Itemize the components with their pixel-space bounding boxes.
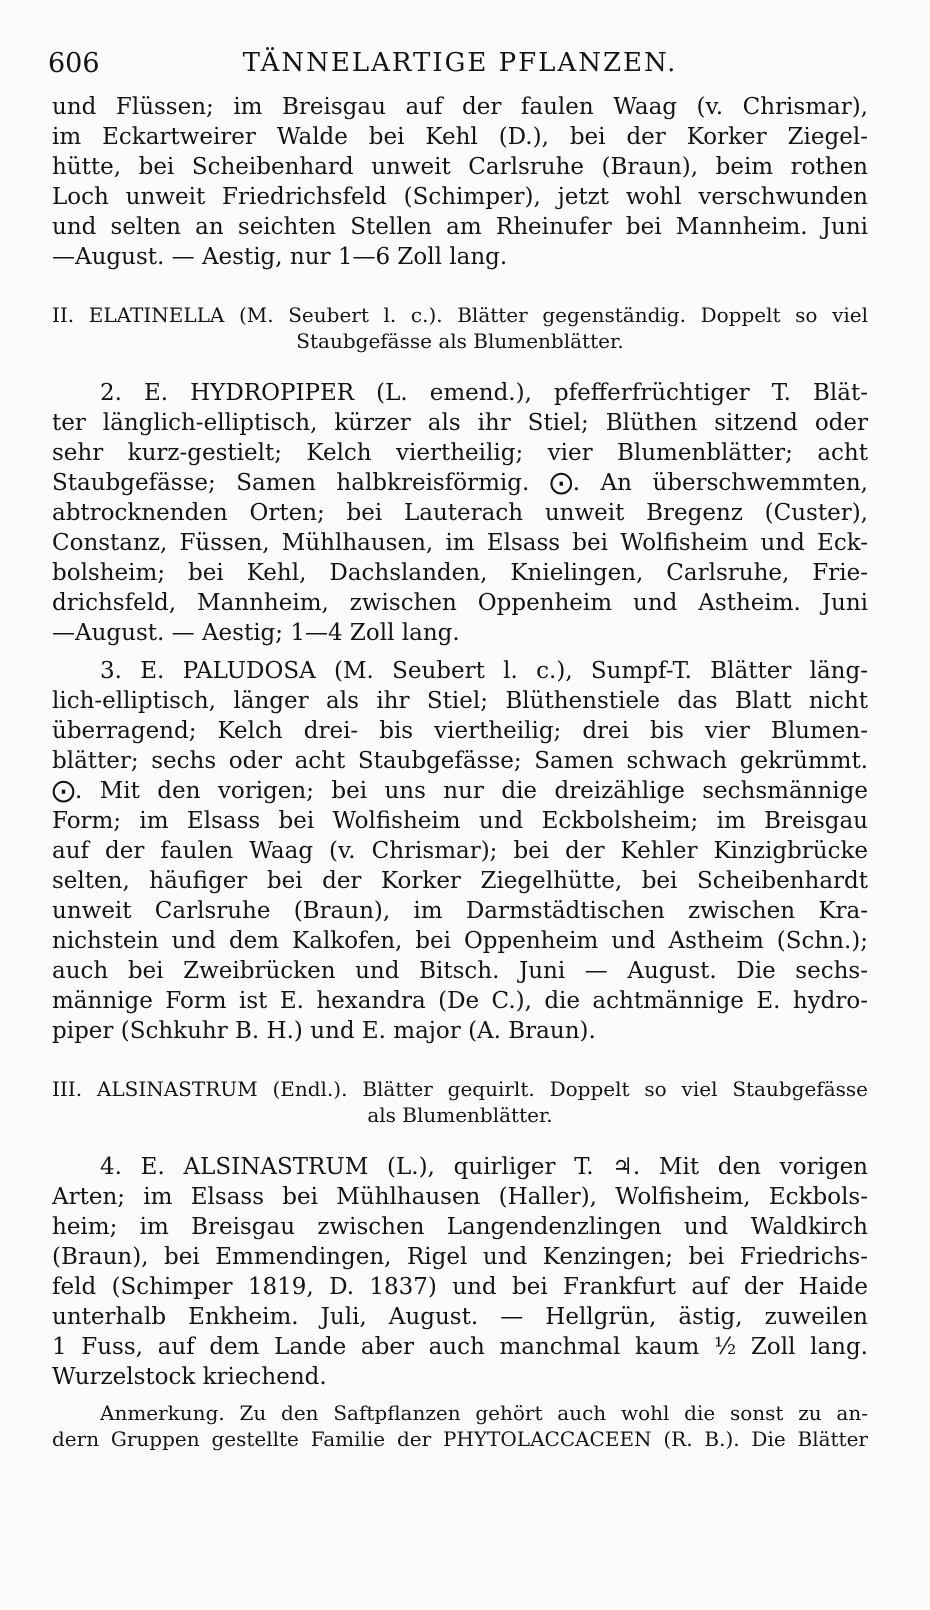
text-line: nichstein und dem Kalkofen, bei Oppenheim und Astheim (Schn.);	[52, 928, 868, 954]
text-line: (Braun), bei Emmendingen, Rigel und Kenzingen; bei Friedrichs-	[52, 1244, 868, 1270]
text-line: Loch unweit Friedrichsfeld (Schimper), jetzt wohl verschwunden	[52, 184, 868, 210]
text-line: 2. E. HYDROPIPER (L. emend.), pfefferfrüchtiger T. Blät-	[100, 380, 868, 406]
text-line: lich-elliptisch, länger als ihr Stiel; Blüthenstiele das Blatt nicht	[52, 688, 868, 714]
text-line: III. ALSINASTRUM (Endl.). Blätter gequirlt. Doppelt so viel Staubgefässe	[52, 1077, 868, 1101]
running-title: TÄNNELARTIGE PFLANZEN.	[242, 48, 678, 78]
text-line: Wurzelstock kriechend.	[52, 1364, 327, 1390]
text-line: Staubgefässe; Samen halbkreisförmig. ⨀. An überschwemmten,	[52, 470, 868, 496]
book-page	[48, 48, 868, 1452]
text-line: Arten; im Elsass bei Mühlhausen (Haller), Wolfisheim, Eckbols-	[52, 1184, 868, 1210]
text-line: Staubgefässe als Blumenblätter.	[296, 329, 624, 353]
text-line: auch bei Zweibrücken und Bitsch. Juni — August. Die sechs-	[52, 958, 868, 984]
text-line: —August. — Aestig, nur 1—6 Zoll lang.	[52, 244, 508, 270]
text-line: als Blumenblätter.	[367, 1103, 553, 1127]
text-line: abtrocknenden Orten; bei Lauterach unweit Bregenz (Custer),	[52, 500, 868, 526]
text-line: auf der faulen Waag (v. Chrismar); bei der Kehler Kinzigbrücke	[52, 838, 868, 864]
text-line: unterhalb Enkheim. Juli, August. — Hellgrün, ästig, zuweilen	[52, 1304, 868, 1330]
text-line: hütte, bei Scheibenhard unweit Carlsruhe (Braun), beim rothen	[52, 154, 868, 180]
text-line: und Flüssen; im Breisgau auf der faulen Waag (v. Chrismar),	[52, 94, 868, 120]
section-heading-iii	[52, 1076, 868, 1128]
text-line: männige Form ist E. hexandra (De C.), die achtmännige E. hydro-	[52, 988, 868, 1014]
text-line: 3. E. PALUDOSA (M. Seubert l. c.), Sumpf-T. Blätter läng-	[100, 658, 868, 684]
text-line: selten, häufiger bei der Korker Ziegelhütte, bei Scheibenhardt	[52, 868, 868, 894]
page-number: 606	[48, 48, 100, 79]
text-line: im Eckartweirer Walde bei Kehl (D.), bei der Korker Ziegel-	[52, 124, 868, 150]
text-line: Anmerkung. Zu den Saftpflanzen gehört auch wohl die sonst zu an-	[100, 1401, 868, 1425]
text-line: heim; im Breisgau zwischen Langendenzlingen und Waldkirch	[52, 1214, 868, 1240]
text-line: II. ELATINELLA (M. Seubert l. c.). Blätter gegenständig. Doppelt so viel	[52, 303, 868, 327]
text-line: piper (Schkuhr B. H.) und E. major (A. Braun).	[52, 1018, 596, 1044]
text-line: überragend; Kelch drei- bis viertheilig; drei bis vier Blumen-	[52, 718, 868, 744]
intro-paragraph	[52, 92, 868, 272]
text-line: blätter; sechs oder acht Staubgefässe; Samen schwach gekrümmt.	[52, 748, 868, 774]
text-line: drichsfeld, Mannheim, zwischen Oppenheim und Astheim. Juni	[52, 590, 868, 616]
species-entry-paludosa	[52, 656, 868, 1046]
text-line: feld (Schimper 1819, D. 1837) und bei Frankfurt auf der Haide	[52, 1274, 868, 1300]
page-header	[48, 48, 868, 92]
text-line: dern Gruppen gestellte Familie der PHYTOLACCACEEN (R. B.). Die Blätter	[52, 1427, 868, 1451]
section-heading-ii	[52, 302, 868, 354]
text-line: —August. — Aestig; 1—4 Zoll lang.	[52, 620, 460, 646]
text-line: Form; im Elsass bei Wolfisheim und Eckbolsheim; im Breisgau	[52, 808, 868, 834]
text-line: 4. E. ALSINASTRUM (L.), quirliger T. ♃. Mit den vorigen	[100, 1154, 868, 1180]
remark-note	[52, 1400, 868, 1452]
text-line: sehr kurz-gestielt; Kelch viertheilig; vier Blumenblätter; acht	[52, 440, 868, 466]
text-line: unweit Carlsruhe (Braun), im Darmstädtischen zwischen Kra-	[52, 898, 868, 924]
text-line: ⨀. Mit den vorigen; bei uns nur die dreizählige sechsmännige	[52, 778, 868, 804]
text-line: Constanz, Füssen, Mühlhausen, im Elsass bei Wolfisheim und Eck-	[52, 530, 868, 556]
species-entry-alsinastrum	[52, 1152, 868, 1392]
text-line: 1 Fuss, auf dem Lande aber auch manchmal kaum ½ Zoll lang.	[52, 1334, 868, 1360]
text-line: bolsheim; bei Kehl, Dachslanden, Knielingen, Carlsruhe, Frie-	[52, 560, 868, 586]
text-line: und selten an seichten Stellen am Rheinufer bei Mannheim. Juni	[52, 214, 868, 240]
text-line: ter länglich-elliptisch, kürzer als ihr Stiel; Blüthen sitzend oder	[52, 410, 868, 436]
species-entry-hydropiper	[52, 378, 868, 648]
